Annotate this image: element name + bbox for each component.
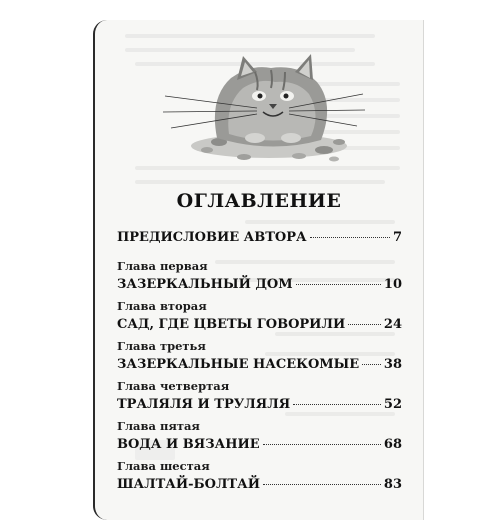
toc-page-number: 83 xyxy=(383,477,402,492)
dot-leader xyxy=(293,404,381,405)
table-of-contents xyxy=(117,230,402,499)
toc-entry-title: ВОДА И ВЯЗАНИЕ xyxy=(117,437,260,452)
toc-entry[interactable] xyxy=(117,259,402,292)
chapter-label: Глава третья xyxy=(117,339,206,353)
dot-leader xyxy=(263,484,381,485)
dot-leader xyxy=(263,444,381,445)
toc-heading: ОГЛАВЛЕНИЕ xyxy=(176,190,342,212)
chapter-label: Глава первая xyxy=(117,259,208,273)
toc-entry-title: ПРЕДИСЛОВИЕ АВТОРА xyxy=(117,230,307,245)
dot-leader xyxy=(310,237,390,238)
dot-leader xyxy=(348,324,381,325)
dot-leader xyxy=(296,284,381,285)
toc-entry[interactable] xyxy=(117,379,402,412)
chapter-label: Глава вторая xyxy=(117,299,207,313)
chapter-label: Глава пятая xyxy=(117,419,200,433)
toc-page-number: 68 xyxy=(383,437,402,452)
toc-entry-preface[interactable] xyxy=(117,230,402,245)
toc-entry[interactable] xyxy=(117,299,402,332)
toc-entry-title: ЗАЗЕРКАЛЬНЫЙ ДОМ xyxy=(117,277,293,292)
toc-page-number: 10 xyxy=(383,277,402,292)
toc-page-number: 52 xyxy=(383,397,402,412)
cat-icon xyxy=(163,54,365,162)
toc-entry-title: ТРАЛЯЛЯ И ТРУЛЯЛЯ xyxy=(117,397,291,412)
dot-leader xyxy=(362,364,381,365)
toc-entry[interactable] xyxy=(117,339,402,372)
toc-entry-title: ЗАЗЕРКАЛЬНЫЕ НАСЕКОМЫЕ xyxy=(117,357,360,372)
chapter-label: Глава шестая xyxy=(117,459,210,473)
book-page xyxy=(93,20,424,520)
toc-page-number: 38 xyxy=(383,357,402,372)
toc-entry-title: ШАЛТАЙ-БОЛТАЙ xyxy=(117,477,260,492)
toc-entry-title: САД, ГДЕ ЦВЕТЫ ГОВОРИЛИ xyxy=(117,317,346,332)
toc-page-number: 24 xyxy=(383,317,402,332)
toc-entry[interactable] xyxy=(117,419,402,452)
toc-page-number: 7 xyxy=(392,230,402,245)
chapter-label: Глава четвертая xyxy=(117,379,230,393)
cat-illustration xyxy=(159,38,369,168)
toc-entry[interactable] xyxy=(117,459,402,492)
